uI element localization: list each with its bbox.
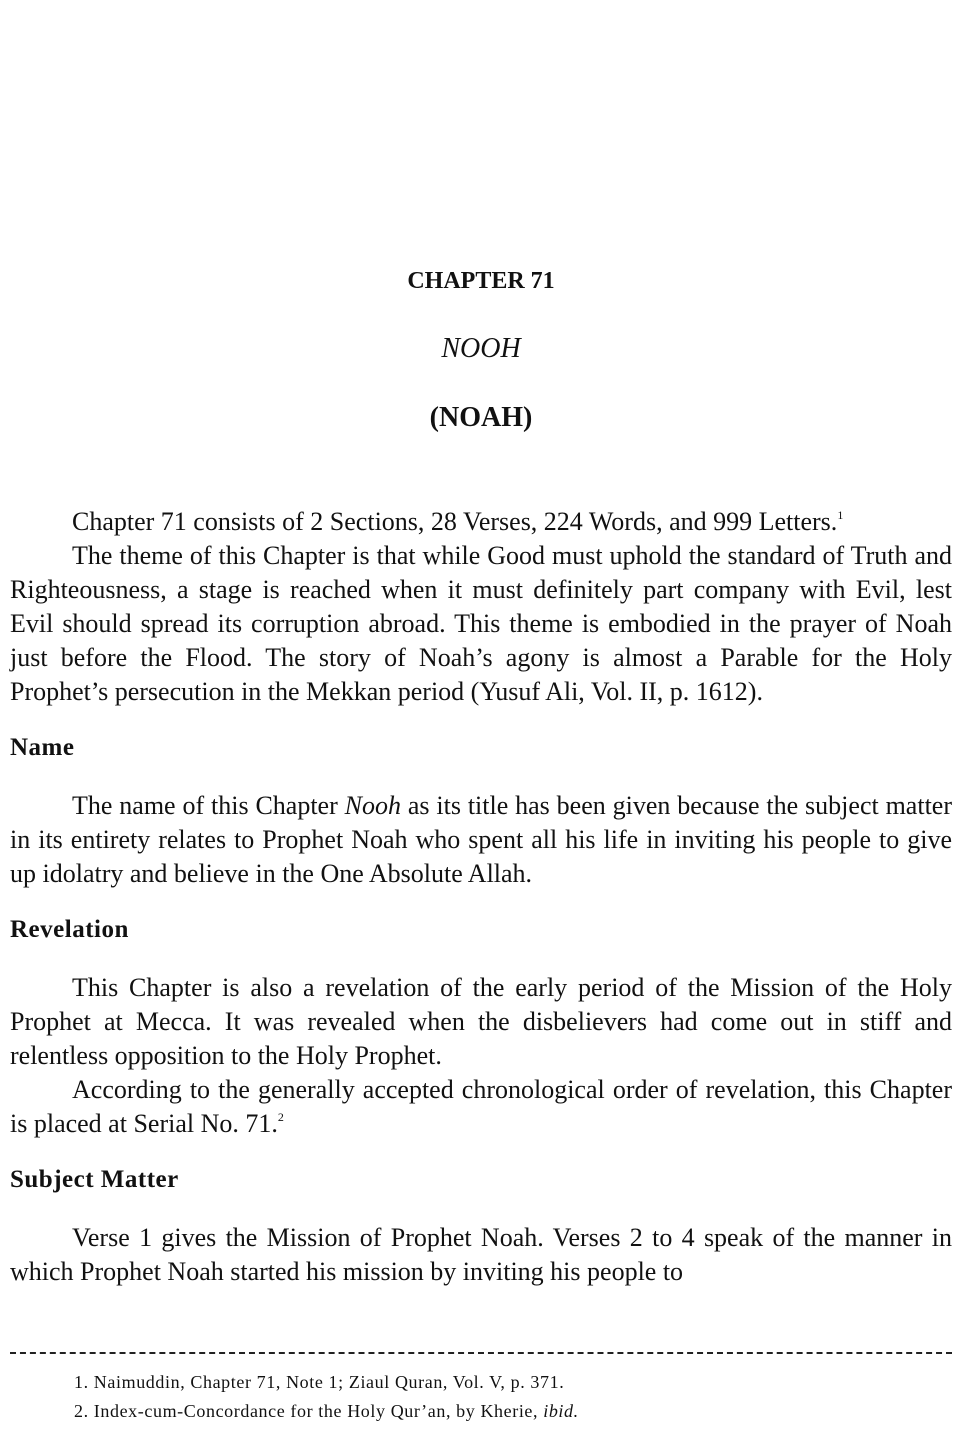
intro-paragraph-1 [10,505,952,539]
footnote-1: 1. Naimuddin, Chapter 71, Note 1; Ziaul Quran, Vol. V, p. 371. [74,1372,565,1392]
footnote-2 [74,1397,944,1426]
revelation-paragraph-2 [10,1073,952,1141]
name-paragraph [10,789,952,891]
revelation-paragraph-1: This Chapter is also a revelation of the early period of the Mission of the Holy Prophet at Mecca. It was revealed when the disbelievers had come out in stiff and relentless opposition to the Holy Prophet. [10,973,952,1070]
section-heading-subject: Subject Matter [10,1166,179,1193]
name-text-italic: Nooh [344,791,401,820]
revelation-text-2: According to the generally accepted chronological order of revelation, this Chapter is placed at Serial No. 71. [10,1075,952,1138]
name-text-before: The name of this Chapter [72,791,345,820]
section-heading-revelation: Revelation [10,916,129,943]
chapter-body [10,505,952,1289]
section-heading-name: Name [10,734,75,761]
chapter-title: NOOH [441,333,521,364]
subject-paragraph: Verse 1 gives the Mission of Prophet Noah. Verses 2 to 4 speak of the manner in which Prophet Noah started his mission by inviting his people to [10,1223,952,1286]
footnote-ref-2: 2 [277,1110,284,1124]
footnote-ref-1: 1 [837,508,844,522]
intro-paragraph-2: The theme of this Chapter is that while Good must uphold the standard of Truth and Righteousness, a stage is reached when it must definitely part company with Evil, lest Evil should spread its corruption abroad. This theme is embodied in the prayer of Noah just before the Flood. The story of Noah’s agony is almost a Parable for the Holy Prophet’s persecution in the Mekkan period (Yusuf Ali, Vol. II, p. 1612). [10,541,952,706]
footnote-divider [10,1352,952,1354]
name-text-after: as its title has been given because the subject matter in its entirety relates to Prophet Noah who spent all his life in inviting his people to give up idolatry and believe in the One Absolute Allah. [10,791,952,888]
footnotes [74,1368,944,1426]
book-page [10,0,952,1430]
footnote-2-text: 2. Index-cum-Concordance for the Holy Qur’an, by Kherie, [74,1401,544,1421]
chapter-subtitle: (NOAH) [429,402,533,433]
footnote-2-italic: ibid. [543,1401,579,1421]
intro-text-1: Chapter 71 consists of 2 Sections, 28 Verses, 224 Words, and 999 Letters. [72,507,838,536]
chapter-number: CHAPTER 71 [407,268,555,294]
